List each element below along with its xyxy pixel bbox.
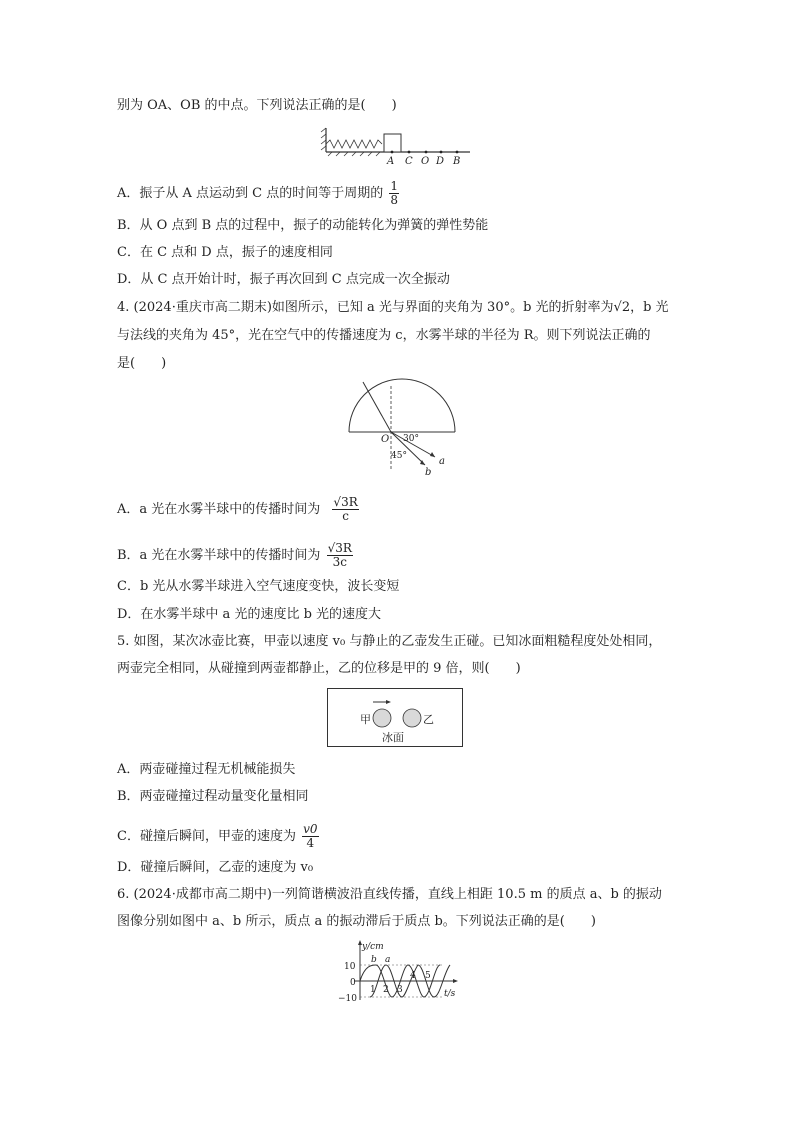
x-tick-2: 2 — [383, 985, 389, 995]
curling-figure — [327, 688, 463, 748]
x-tick-3: 3 — [397, 985, 403, 995]
x-axis-label: t/s — [444, 989, 456, 999]
label-ice-surface: 冰面 — [382, 731, 404, 744]
y-tick-neg10: −10 — [338, 994, 357, 1004]
spring-oscillator-figure — [320, 126, 480, 166]
label-o: O — [381, 434, 390, 445]
x-tick-5: 5 — [425, 971, 431, 981]
label-c-point: C — [405, 156, 413, 167]
q5-line-1: 5. 如图，某次冰壶比赛，甲壶以速度 v₀ 与静止的乙壶发生正碰。已知冰面粗糙程度处处相同， — [117, 634, 662, 649]
q3-option-b: B．从 O 点到 B 点的过程中，振子的动能转化为弹簧的弹性势能 — [117, 218, 489, 233]
fraction-sqrt3r-over-3c: $\frac{√3R}{3c}$ — [327, 541, 352, 569]
q3-option-d: D．从 C 点开始计时，振子再次回到 C 点完成一次全振动 — [117, 272, 450, 287]
y-tick-10: 10 — [344, 962, 356, 972]
q4-line-1: 4. (2024·重庆市高二期末)如图所示，已知 a 光与界面的夹角为 30°。b 光的折射率为√2，b 光 — [117, 300, 669, 315]
q4-option-b: B．a 光在水雾半球中的传播时间为 $\frac{√3R}{3c}$ — [117, 541, 352, 569]
q4-option-d: D．在水雾半球中 a 光的速度比 b 光的速度大 — [117, 607, 382, 622]
hemisphere-refraction-figure — [345, 378, 455, 478]
y-axis-label: y/cm — [362, 942, 384, 952]
x-tick-4: 4 — [410, 971, 416, 981]
curve-label-b: b — [371, 955, 377, 965]
label-o-point: O — [421, 156, 430, 167]
label-b-point: B — [453, 156, 461, 167]
q4-line-2: 与法线的夹角为 45°，光在空气中的传播速度为 c，水雾半球的半径为 R。则下列说法正确的 — [117, 328, 651, 343]
fraction-sqrt3r-over-c: $\frac{√3R}{c}$ — [333, 495, 358, 523]
q3-intro: 别为 OA、OB 的中点。下列说法正确的是( ) — [117, 98, 397, 113]
q5-option-b: B．两壶碰撞过程动量变化量相同 — [117, 789, 309, 804]
fraction-v0-over-4: $\frac{v0}{4}$ — [303, 822, 318, 850]
label-30-deg: 30° — [403, 434, 419, 444]
label-a-point: A — [387, 156, 395, 167]
q5-option-a: A．两壶碰撞过程无机械能损失 — [117, 762, 296, 777]
label-45-deg: 45° — [391, 451, 407, 461]
label-ray-b: b — [425, 467, 432, 478]
q4-option-a: A．a 光在水雾半球中的传播时间为 $\frac{√3R}{c}$ — [117, 495, 358, 523]
q4-line-3: 是( ) — [117, 356, 167, 371]
q3-option-c: C．在 C 点和 D 点，振子的速度相同 — [117, 245, 333, 260]
q5-line-2: 两壶完全相同，从碰撞到两壶都静止，乙的位移是甲的 9 倍，则( ) — [117, 661, 521, 676]
y-tick-0: 0 — [350, 978, 356, 988]
q5-option-d: D．碰撞后瞬间，乙壶的速度为 v₀ — [117, 860, 314, 875]
q6-line-1: 6. (2024·成都市高二期中)一列简谐横波沿直线传播，直线上相距 10.5 m 的质点 a、b 的振动 — [117, 887, 662, 902]
x-tick-1: 1 — [370, 985, 376, 995]
q4-option-c: C．b 光从水雾半球进入空气速度变快，波长变短 — [117, 579, 400, 594]
q5-option-c: C．碰撞后瞬间，甲壶的速度为 $\frac{v0}{4}$ — [117, 822, 318, 850]
label-jia: 甲 — [360, 713, 371, 726]
label-d-point: D — [436, 156, 445, 167]
q3-option-a: A．振子从 A 点运动到 C 点的时间等于周期的 $\frac{1}{8}$ — [117, 179, 399, 207]
curve-label-a: a — [385, 955, 391, 965]
fraction-one-eighth: $\frac{1}{8}$ — [390, 179, 399, 207]
vibration-graph — [332, 938, 462, 1008]
label-ray-a: a — [439, 456, 445, 467]
label-yi: 乙 — [423, 713, 434, 726]
q6-line-2: 图像分别如图中 a、b 所示，质点 a 的振动滞后于质点 b。下列说法正确的是( ) — [117, 914, 596, 929]
